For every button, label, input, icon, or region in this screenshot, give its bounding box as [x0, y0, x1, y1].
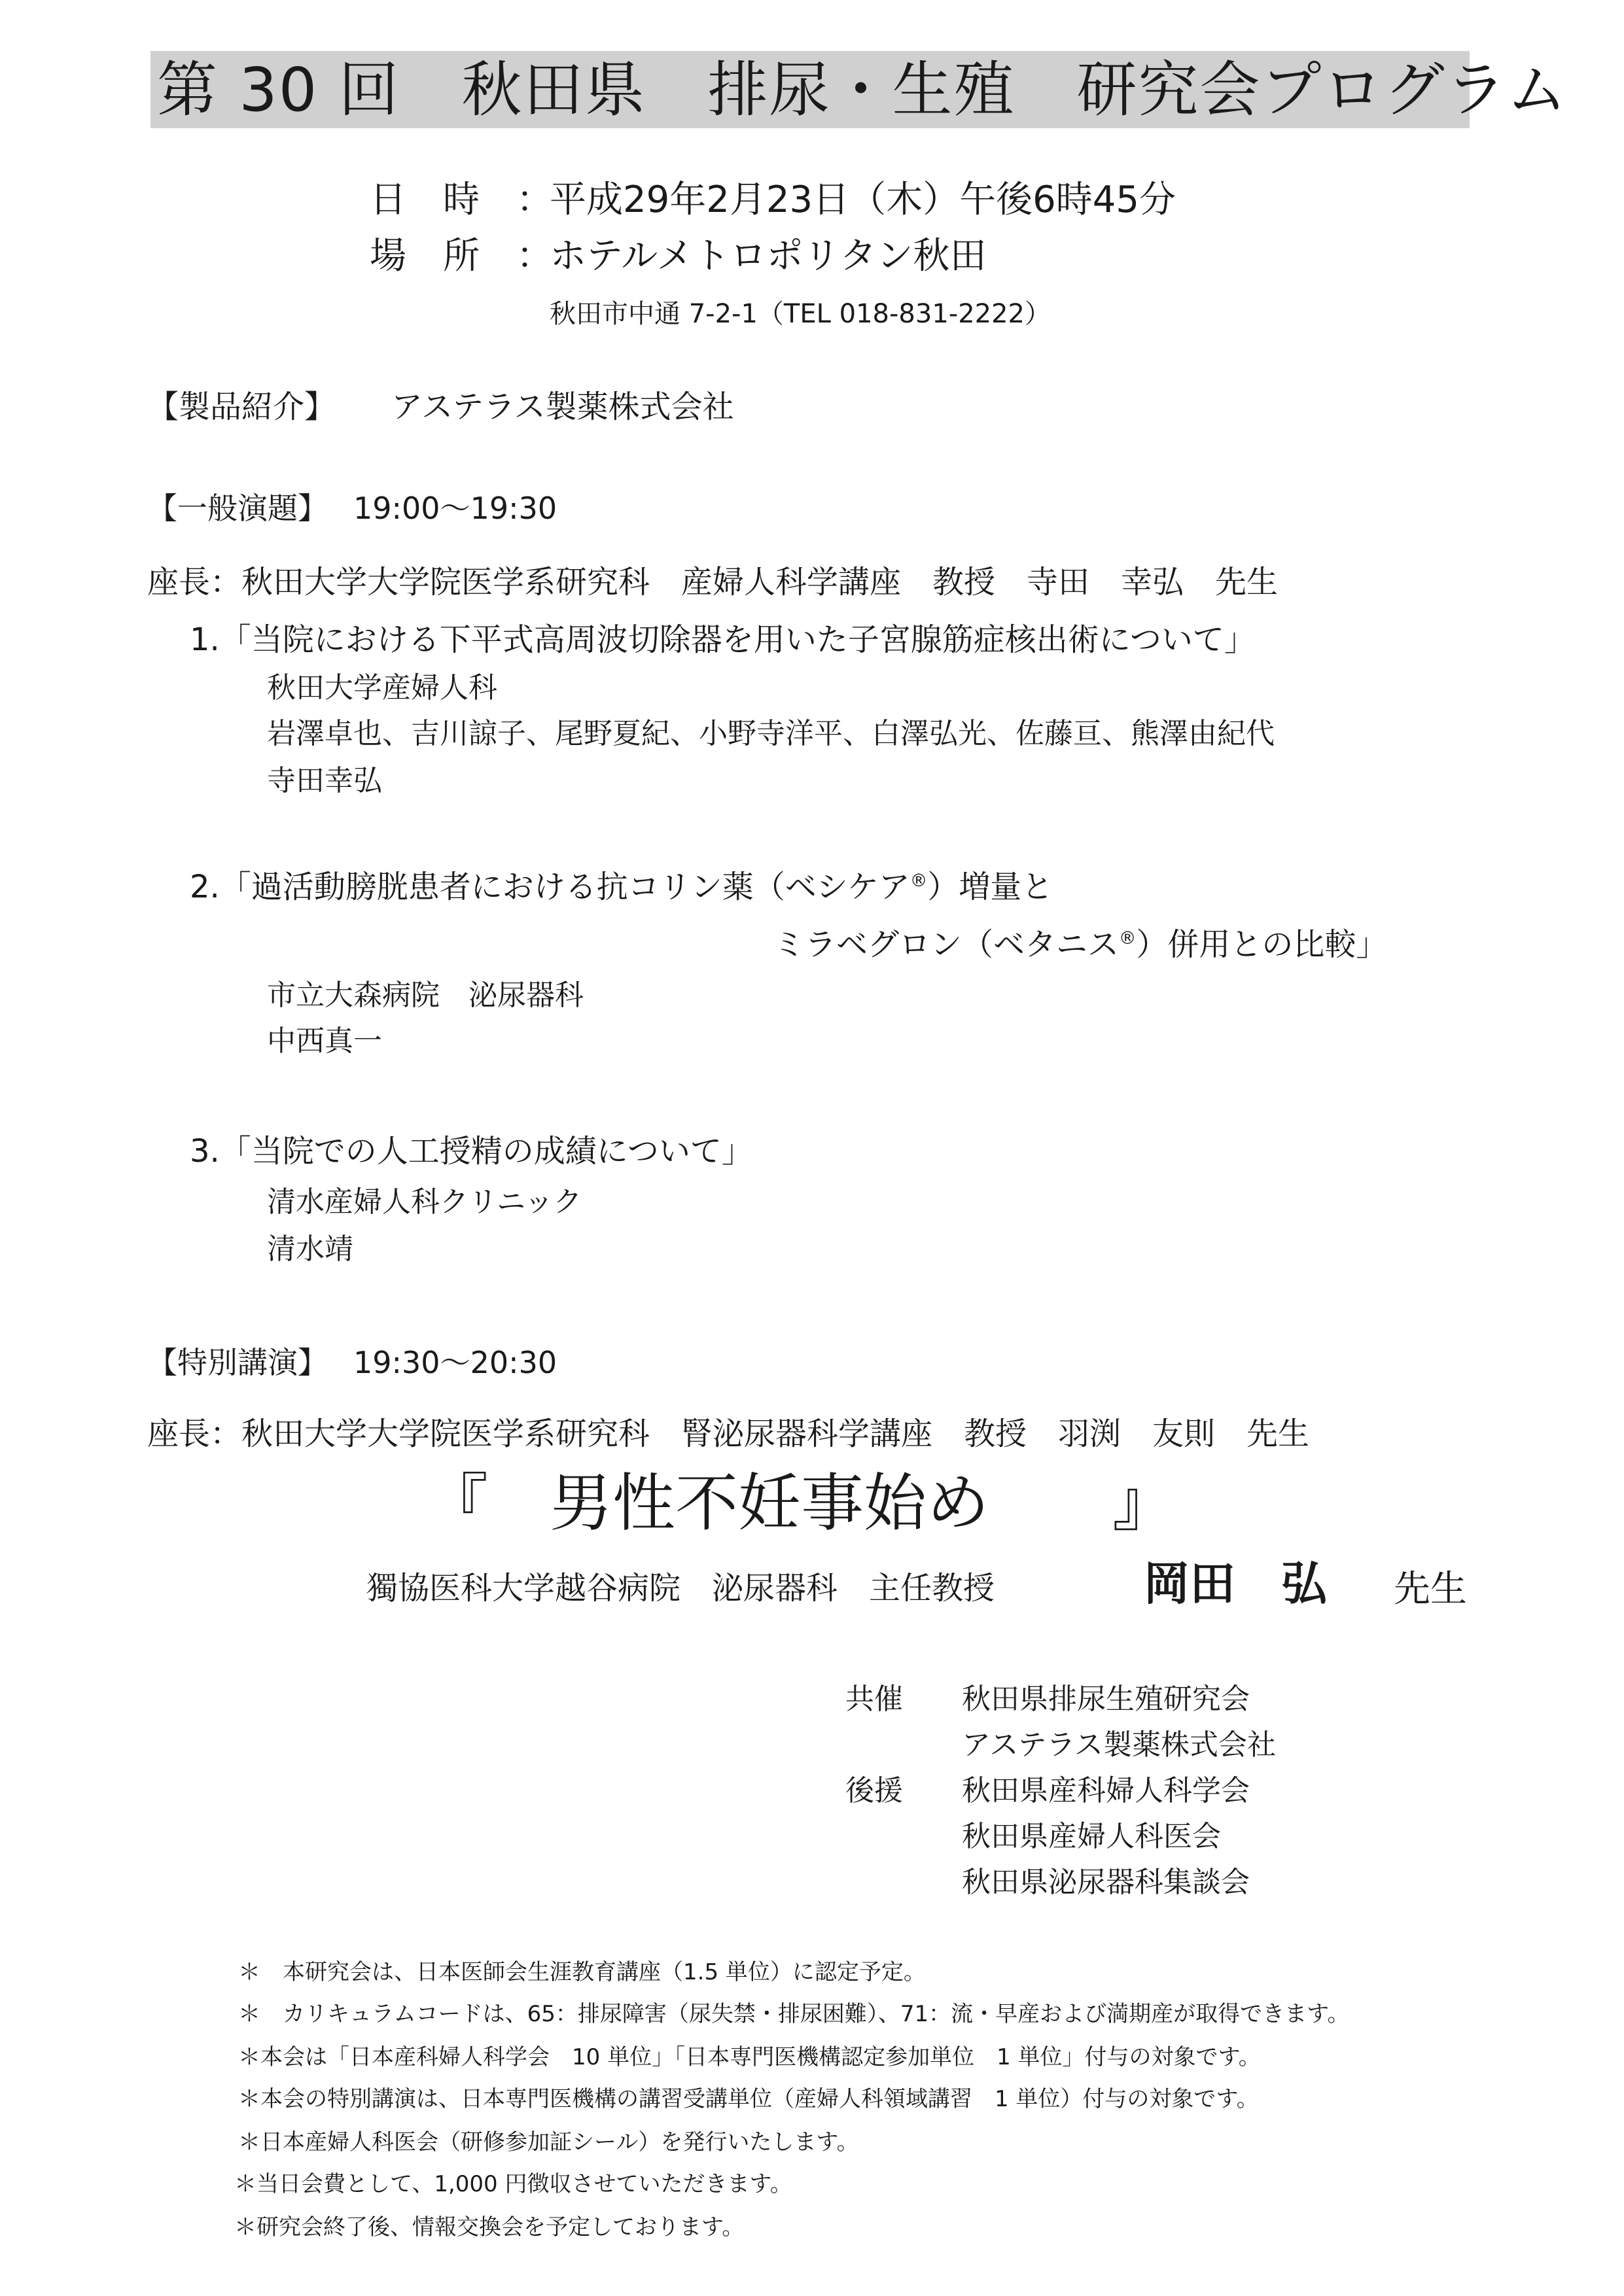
- support-label: 後援: [845, 1774, 903, 1807]
- supporter-3: 秋田県泌尿器科集談会: [962, 1866, 1250, 1899]
- talk-1-affiliation: 秋田大学産婦人科: [267, 671, 497, 704]
- product-intro-label: 【製品紹介】: [147, 389, 336, 425]
- venue-address: 秋田市中通 7-2-1（TEL 018-831-2222）: [550, 299, 1051, 329]
- talk-2-title-line1: 2.「過活動膀胱患者における抗コリン薬（ベシケア®）増量と: [190, 869, 1053, 905]
- note-4: ＊本会の特別講演は、日本専門医機構の講習受講単位（産婦人科領域講習 1 単位）付与の対象です。: [238, 2086, 1259, 2112]
- talk-3-title: 3.「当院での人工授精の成績について」: [190, 1133, 753, 1170]
- lecture-title: 男性不妊事始め: [550, 1467, 989, 1540]
- talk-2-affiliation: 市立大森病院 泌尿器科: [267, 979, 584, 1012]
- place-label: 場 所 ：: [370, 235, 553, 277]
- speaker-honorific: 先生: [1394, 1568, 1467, 1610]
- registered-mark: ®: [1119, 928, 1137, 948]
- note-3: ＊本会は「日本産科婦人科学会 10 単位」「日本専門医機構認定参加単位 1 単位」付与の対象です。: [238, 2044, 1261, 2070]
- speaker-affiliation: 獨協医科大学越谷病院 泌尿器科 主任教授: [366, 1570, 995, 1607]
- date-value: 平成29年2月23日（木）午後6時45分: [550, 179, 1176, 221]
- note-1: ＊ 本研究会は、日本医師会生涯教育講座（1.5 単位）に認定予定。: [238, 1959, 926, 1985]
- speaker-name: 岡田 弘: [1144, 1557, 1327, 1610]
- talk-1-authors-cont: 寺田幸弘: [267, 764, 382, 797]
- note-2: ＊ カリキュラムコードは、65：排尿障害（尿失禁・排尿困難）、71：流・早産および満期産が取得できます。: [238, 2001, 1350, 2027]
- note-6: ＊当日会費として、1,000 円徴収させていただきます。: [234, 2171, 792, 2197]
- talk-2-title-line2: ミラベグロン（ベタニス®）併用との比較」: [773, 926, 1388, 963]
- date-label: 日 時 ：: [370, 179, 553, 221]
- talk-3-affiliation: 清水産婦人科クリニック: [267, 1185, 582, 1219]
- note-5: ＊日本産婦人科医会（研修参加証シール）を発行いたします。: [238, 2129, 859, 2155]
- talk-1-title: 1.「当院における下平式高周波切除器を用いた子宮腺筋症核出術について」: [190, 621, 1256, 658]
- place-value: ホテルメトロポリタン秋田: [550, 235, 987, 277]
- special-time: 19:30～20:30: [353, 1345, 557, 1380]
- special-label: 【特別講演】: [147, 1345, 328, 1380]
- product-intro-company: アステラス製薬株式会社: [391, 389, 734, 425]
- talk-1-authors: 岩澤卓也、吉川諒子、尾野夏紀、小野寺洋平、白澤弘光、佐藤亘、熊澤由紀代: [267, 717, 1275, 750]
- note-7: ＊研究会終了後、情報交換会を予定しております。: [234, 2214, 745, 2240]
- cohost-1: 秋田県排尿生殖研究会: [962, 1682, 1250, 1716]
- lecture-open-bracket: 『: [425, 1467, 488, 1540]
- registered-mark: ®: [909, 871, 928, 891]
- supporter-2: 秋田県産婦人科医会: [962, 1820, 1221, 1853]
- general-label: 【一般演題】: [147, 491, 328, 526]
- talk-2-authors: 中西真一: [267, 1024, 382, 1058]
- supporter-1: 秋田県産科婦人科学会: [962, 1774, 1250, 1807]
- cohost-2: アステラス製薬株式会社: [962, 1728, 1277, 1762]
- talk-3-authors: 清水靖: [267, 1232, 353, 1266]
- cohost-label: 共催: [845, 1682, 903, 1716]
- lecture-close-bracket: 』: [1112, 1467, 1175, 1540]
- special-chair: 座長：秋田大学大学院医学系研究科 腎泌尿器科学講座 教授 羽渕 友則 先生: [147, 1416, 1310, 1452]
- general-time: 19:00～19:30: [353, 491, 557, 526]
- page-title: 第 30 回 秋田県 排尿・生殖 研究会プログラム: [157, 55, 1568, 125]
- general-chair: 座長：秋田大学大学院医学系研究科 産婦人科学講座 教授 寺田 幸弘 先生: [147, 564, 1279, 600]
